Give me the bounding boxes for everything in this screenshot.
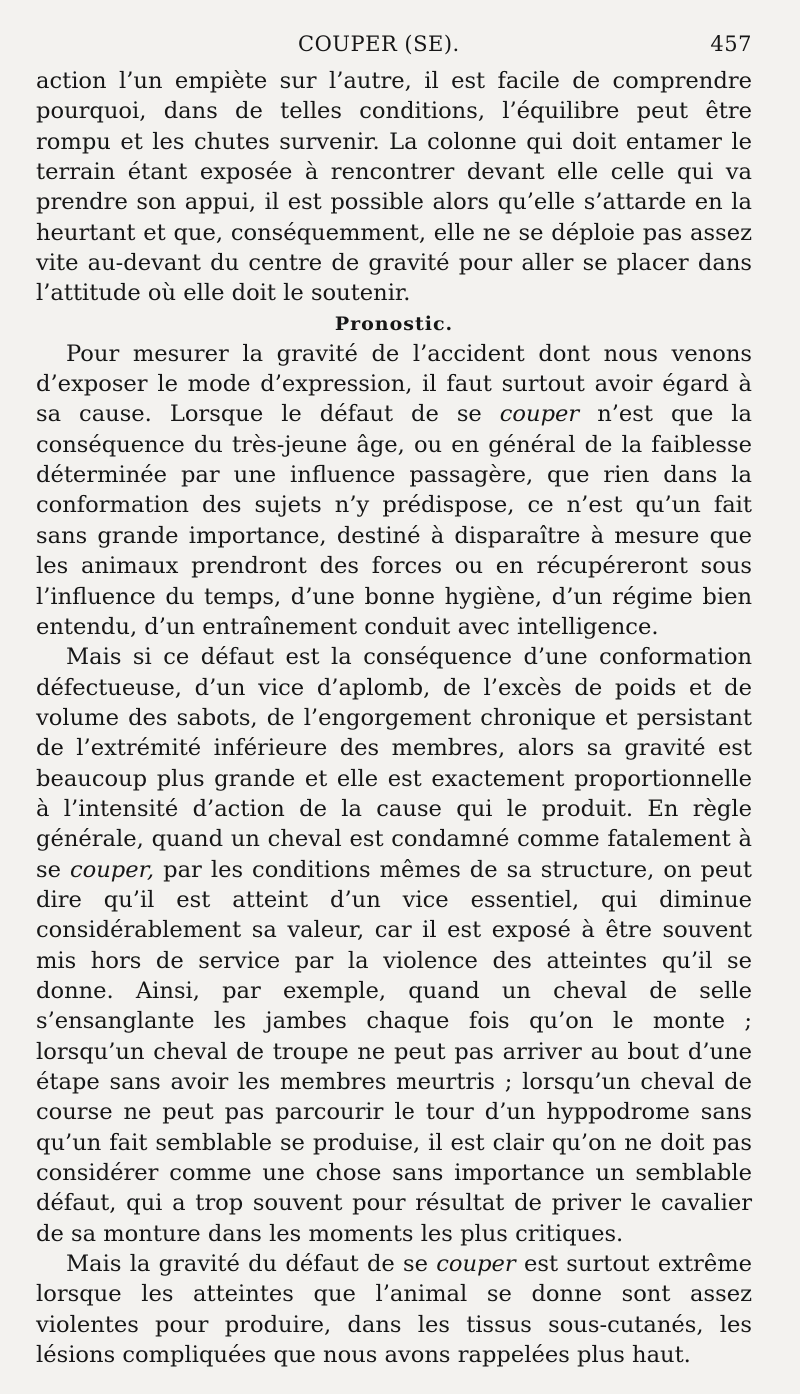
text-run: Mais si ce défaut est la conséquence d’une conformation défectueuse, d’un vice d’aplomb, de l’excès de poids et de volume des sabots, de l’engorgement chronique et persistant de l’extrémité inférieure des membres, alors sa gravité est beaucoup plus grande et elle est exactement proportionnelle à l’intensité d’action de la cause qui le produit. En règle générale, quand un cheval est condamné comme fatalement à se xyxy=(36,644,752,883)
text-run: n’est que la conséquence du très-jeune âge, ou en général de la faiblesse déterminée par une influence passagère, que rien dans la conformation des sujets n’y prédispose, ce n’est qu’un fait sans grande importance, destiné à disparaître à mesure que les animaux prendront des forces ou en récupéreront sous l’influence du temps, d’une bonne hygiène, d’un régime bien entendu, d’un entraînement conduit avec intelligence. xyxy=(36,401,752,640)
paragraph-pronostic-1 xyxy=(36,339,752,642)
text-run: est surtout extrême lorsque les atteintes que l’animal se donne sont assez violentes pour produire, dans les tissus sous-cutanés, les lésions compliquées que nous avons rappelées plus haut. xyxy=(36,1251,752,1369)
italic-term: couper xyxy=(499,401,580,428)
text-run: Pour mesurer la gravité de l’accident dont nous venons d’exposer le mode d’expression, il faut surtout avoir égard à sa cause. Lorsque le défaut de se xyxy=(36,340,752,428)
running-title: COUPER (SE). xyxy=(298,32,460,56)
paragraph-pronostic-2 xyxy=(36,642,752,1249)
section-heading: Pronostic. xyxy=(334,312,454,335)
paragraph-continued: action l’un empiète sur l’autre, il est facile de comprendre pourquoi, dans de telles conditions, l’équilibre peut être rompu et les chutes survenir. La colonne qui doit entamer le terrain étant exposée à rencontrer devant elle celle qui va prendre son appui, il est possible alors qu’elle s’attarde en la heurtant et que, conséquemment, elle ne se déploie pas assez vite au-devant du centre de gravité pour aller se placer dans l’attitude où elle doit le soutenir. xyxy=(36,68,752,307)
running-head xyxy=(36,26,752,66)
italic-term: couper xyxy=(436,1251,516,1278)
paragraph-pronostic-3 xyxy=(36,1249,752,1370)
body-text xyxy=(36,66,752,1370)
page-number: 457 xyxy=(710,32,752,56)
text-run: par les conditions mêmes de sa structure, on peut dire qu’il est atteint d’un vice essentiel, qui diminue considérablement sa valeur, car il est exposé à être souvent mis hors de service par la violence des atteintes qu’il se donne. Ainsi, par exemple, quand un cheval de selle s’ensanglante les jambes chaque fois qu’on le monte ; lorsqu’un cheval de troupe ne peut pas arriver au bout d’une étape sans avoir les membres meurtris ; lorsqu’un cheval de course ne peut pas parcourir le tour d’un hyppodrome sans qu’un fait semblable se produise, il est clair qu’on ne doit pas considérer comme une chose sans importance un semblable défaut, qui a trop souvent pour résultat de priver le cavalier de sa monture dans les moments les plus critiques. xyxy=(36,856,752,1247)
italic-term: couper, xyxy=(69,856,155,883)
text-run: Mais la gravité du défaut de se xyxy=(66,1251,437,1278)
